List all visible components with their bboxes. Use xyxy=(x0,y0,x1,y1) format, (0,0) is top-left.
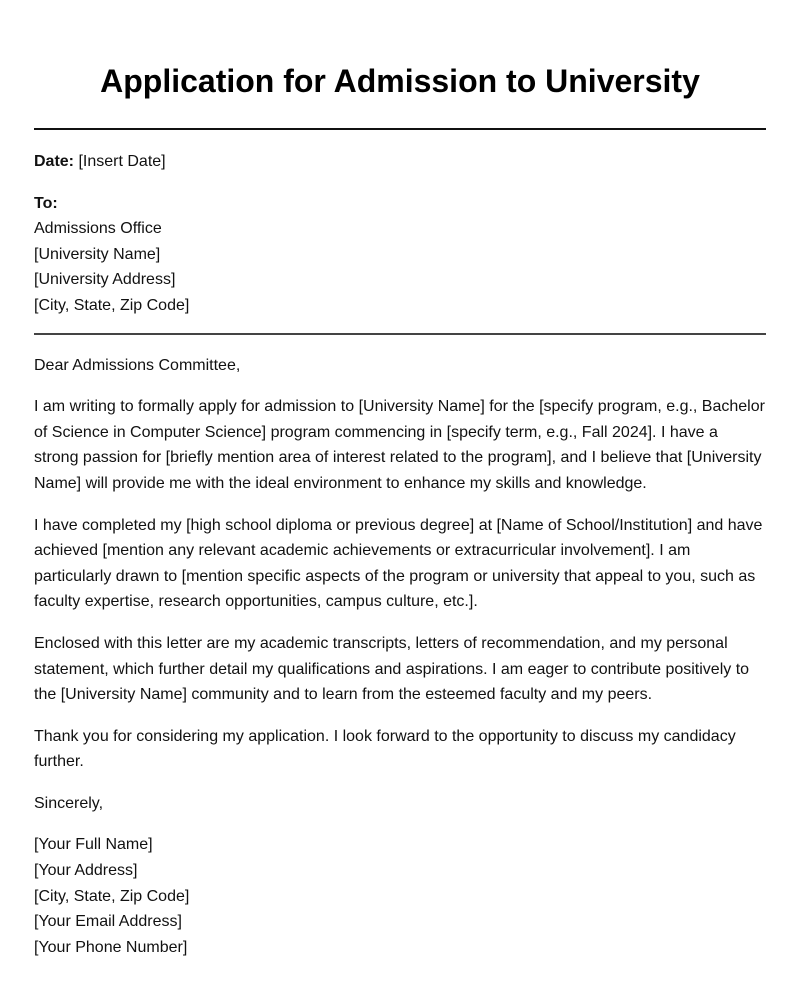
recipient-line: [University Name] xyxy=(34,245,161,263)
sender-line: [City, State, Zip Code] xyxy=(34,887,190,905)
closing: Sincerely, xyxy=(34,794,104,812)
sender-line: [Your Address] xyxy=(34,862,138,880)
sender-line: [Your Phone Number] xyxy=(34,938,188,956)
body-paragraph: I have completed my [high school diploma or previous degree] at [Name of School/Institution] and have achieved [mention any relevant academic achievements or extracurricular involvement]. I am particularly drawn to [mention specific aspects of the program or university that appeal to you, such as faculty expertise, research opportunities, campus culture, etc.]. xyxy=(34,516,763,611)
recipient-line: [University Address] xyxy=(34,271,176,289)
recipient-label: To: xyxy=(34,194,58,212)
sender-line: [Your Full Name] xyxy=(34,836,153,854)
body-paragraph: Thank you for considering my application. I look forward to the opportunity to discuss my candidacy further. xyxy=(34,727,736,771)
sender-line: [Your Email Address] xyxy=(34,913,182,931)
salutation: Dear Admissions Committee, xyxy=(34,356,241,374)
date-value: [Insert Date] xyxy=(78,153,166,170)
page-title: Application for Admission to University xyxy=(100,63,700,99)
recipient-line: [City, State, Zip Code] xyxy=(34,296,190,314)
body-paragraph: Enclosed with this letter are my academic transcripts, letters of recommendation, and my personal statement, which further detail my qualifications and aspirations. I am eager to contribute positively to the [University Name] community and to learn from the esteemed faculty and my peers. xyxy=(34,634,750,704)
recipient-line: Admissions Office xyxy=(34,220,162,238)
recipient-block xyxy=(34,191,766,319)
address-divider xyxy=(34,333,766,335)
date-row xyxy=(34,149,766,175)
sender-block xyxy=(34,832,766,960)
title-divider xyxy=(34,128,766,130)
date-label: Date: xyxy=(34,153,75,170)
body-paragraph: I am writing to formally apply for admission to [University Name] for the [specify program, e.g., Bachelor of Science in Computer Science] program commencing in [specify term, e.g., Fall 2024]. I have a strong passion for [briefly mention area of interest related to the program], and I believe that [University Name] will provide me with the ideal environment to enhance my skills and knowledge. xyxy=(34,398,765,492)
